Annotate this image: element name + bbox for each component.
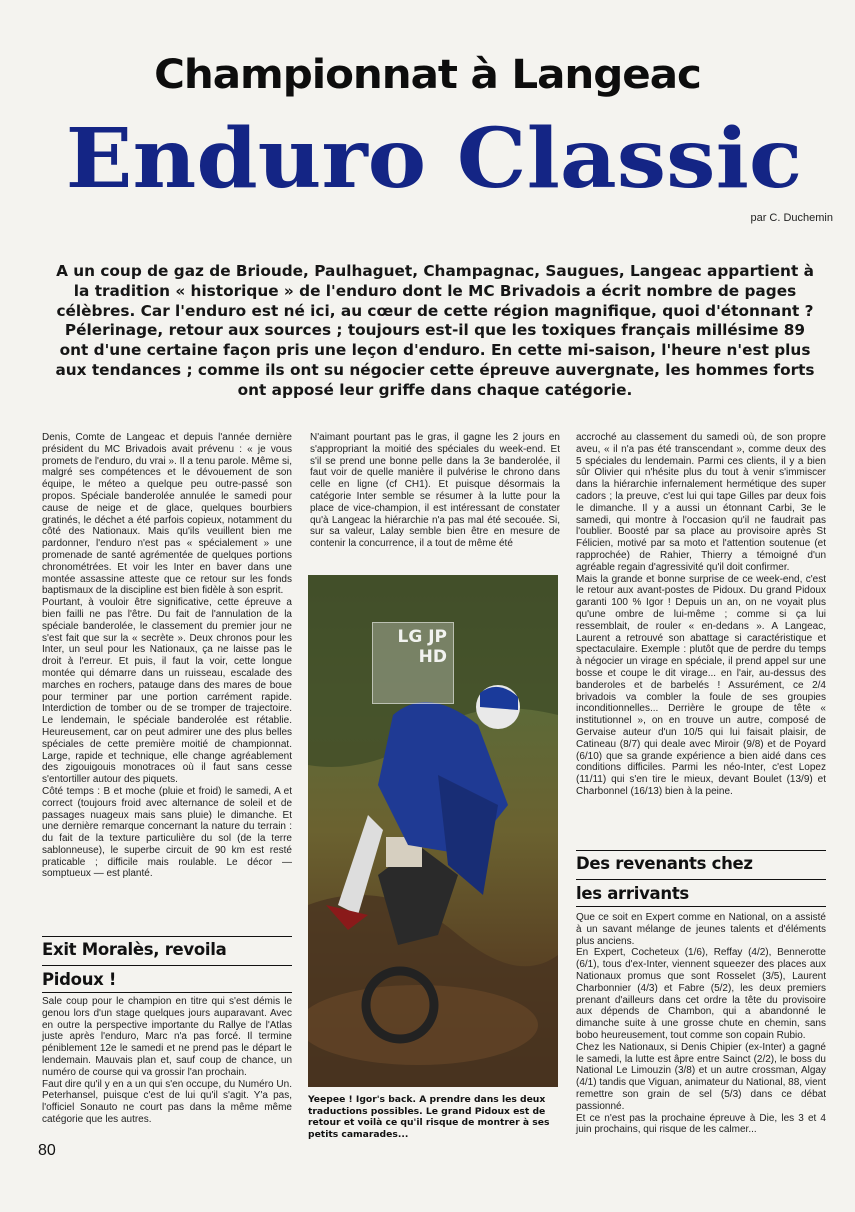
kicker-title: Championnat à Langeac: [154, 52, 701, 98]
lead-paragraph: A un coup de gaz de Brioude, Paulhaguet, Champagnac, Saugues, Langeac appartient à la tradition « historique » de l'enduro dont le MC Brivadois a écrit nombre de pages célèbres. Car l'enduro est né ici, au cœur de cette région magnifique, quoi d'étonnant ? Pélerinage, retour aux sources ; toujours est-il que les toxiques français millésime 89 ont d'une certaine façon pris une leçon d'enduro. En cette mi-saison, l'heure n'est plus aux tendances ; comme ils ont su négocier cette épreuve auvergnate, les hommes forts ont apposé leur griffe dans chaque catégorie.: [55, 262, 815, 399]
paragraph: Côté temps : B et moche (pluie et froid) le samedi, A et correct (toujours froid avec alternance de soleil et de passages nuageux mais sans pluie) le dimanche. Et une dernière remarque concernant la nature du terrain : du fait de la texture particulière du sol (de la terre sablonneuse), le superbe circuit de 90 km est resté praticable ; difficile mais roulable. Le décor — somptueux — est planté.: [42, 785, 292, 880]
column-1-text: [42, 432, 292, 880]
column-2-text: [310, 432, 560, 550]
photo-caption: Yeepee ! Igor's back. A prendre dans les deux traductions possibles. Le grand Pidoux est de retour et voilà ce qu'il risque de montrer à ses petits camarades...: [308, 1094, 550, 1140]
divider: [42, 936, 292, 937]
paragraph: Denis, Comte de Langeac et depuis l'année dernière président du MC Brivadois avait prévenu : « je vous promets de l'enduro, du vrai ». Il a tenu parole. Même si, malgré ses compétences et le dévouement de son équipe, le méteo a quelque peu outre-passé son propos. Spéciale banderolée annulée le samedi pour cause de neige et de glace, quelques bourbiers gratinés, le déchet a été parfois copieux, notamment du côté des Nationaux. Mais qu'ils veuillent bien me pardonner, l'enduro n'est pas « spécialement » une promenade de santé agrémentée de quelques portions chronométrées. Et voir les Inter en baver dans une montée assassine atteste que ce retour sur les fonds baptismaux de la discipline est bien fidèle à son esprit.: [42, 432, 292, 597]
paragraph: Faut dire qu'il y en a un qui s'en occupe, du Numéro Un. Peterhansel, puisque c'est de lui qu'il s'agit. Y'a pas, l'officiel Sonauto ne court pas dans la même même catégorie que les autres.: [42, 1078, 292, 1125]
divider: [576, 906, 826, 907]
paragraph: Pourtant, à vouloir être significative, cette épreuve a bien failli ne pas l'être. Du fait de l'annulation de la spéciale banderolée, le classement du premier jour ne s'est fait que sur la « secrète ». Deux chronos pour les Inter, un seul pour les Nationaux, ça ne laisse pas le droit à l'erreur. Et puis, il faut la voir, cette longue montée qui démarre dans un ruisseau, escalade des marches en rochers, patauge dans des mares de boue pour terminer par une portion carrément rapide. Interdiction de tomber ou de se tromper de trajectoire. Le lendemain, le spéciale banderolée est rétablie. Heureusement, car on peut admirer une des plus belles spéciales de cette première moitié de championnat. Large, rapide et technique, elle change agréablement des zigouigouis monotraces où il faut sans cesse s'entortiller autour des piquets.: [42, 597, 292, 786]
subheading-exit-morales: Exit Moralès, revoila: [42, 940, 227, 959]
column-3-text: [576, 432, 826, 798]
byline: par C. Duchemin: [750, 212, 833, 224]
column-3-continued: [576, 912, 826, 1136]
paragraph: Et ce n'est pas la prochaine épreuve à Die, les 3 et 4 juin prochains, qui risque de les calmer...: [576, 1112, 826, 1136]
watermark-logo: LG JP HD: [372, 622, 454, 704]
paragraph: Que ce soit en Expert comme en National, on a assisté à un savant mélange de jeunes talents et d'éléments plus anciens.: [576, 912, 826, 947]
divider: [576, 850, 826, 851]
page-number: 80: [38, 1142, 56, 1159]
paragraph: Sale coup pour le champion en titre qui s'est démis le genou lors d'un stage quelques jours auparavant. Avec en outre la perspective importante du Rallye de l'Atlas juste après l'enduro, Marc n'a pas forcé. Il termine péniblement 12e le samedi et ne prend pas le départ le lendemain. Mauvais plan et, sauf coup de chance, un numéro de course qui va grossir l'an prochain.: [42, 996, 292, 1078]
paragraph: accroché au classement du samedi où, de son propre aveu, « il n'a pas été transcendant », comme deux des 5 spéciales du lendemain. Parmi ces clients, il y a bien sûr Olivier qui n'hésite plus du tout à venir s'immiscer dans la hiérarchie infernalement hermétique des super cadors ; la preuve, c'est lui qui tape Gilles par deux fois le dimanche. Il y a aussi un étonnant Carbi, 3e le samedi, qui montre à l'occasion qu'il ne faudrait pas l'oublier. Boosté par sa place au provisoire après St Félicien, motivé par sa moto et l'attention soutenue (et rapprochée) de Rahier, Thierry a témoigné d'un agréable regain d'agressivité qu'il doit confirmer.: [576, 432, 826, 573]
divider: [576, 879, 826, 880]
paragraph: Chez les Nationaux, si Denis Chipier (ex-Inter) a gagné le samedi, la lutte est âpre entre Sainct (2/2), le boss du National Le Limouzin (3/8) et un autre crossman, Algay (4/1) tandis que Viguan, animateur du National, 88, vient remettre son grain de sel (5/3) dans ce débat passionné.: [576, 1041, 826, 1112]
subheading-pidoux: Pidoux !: [42, 970, 117, 989]
paragraph: En Expert, Cocheteux (1/6), Reffay (4/2), Bennerotte (6/1), tous d'ex-Inter, viennent squeezer des places aux Nationaux promus que sont Rosselet (3/5), Laurent Charbonnier (4/3) et Fabre (5/2), les deux premiers prenant d'ailleurs dans cet ordre la tête du provisoire aux dépends de Chambon, qui a abandonné le dimanche suite à une grosse chute en chemin, sans bobo heureusement, tout comme son copain Rubio.: [576, 947, 826, 1041]
divider: [42, 992, 292, 993]
headline: Enduro Classic: [65, 111, 803, 207]
column-1-continued: [42, 996, 292, 1126]
subheading-arrivants: les arrivants: [576, 884, 689, 903]
paragraph: N'aimant pourtant pas le gras, il gagne les 2 jours en s'appropriant la moitié des spéciales du week-end. Et s'il se prend une bonne pelle dans la 3e banderolée, il faut voir de quelle manière il pulvérise le chrono dans celle en ligne (cf CH1). Et puisque désormais la catégorie Inter semble se résumer à la lutte pour la place de vice-champion, il est intéressant de constater qu'à Langeac la hiérarchie n'a pas mal été secouée. Si, sur sa valeur, Lalay semble bien être en mesure de contenir la concurrence, il a tout de même été: [310, 432, 560, 550]
divider: [42, 965, 292, 966]
subheading-revenants: Des revenants chez: [576, 854, 753, 873]
paragraph: Mais la grande et bonne surprise de ce week-end, c'est le retour aux avant-postes de Pidoux. Du grand Pidoux garanti 100 % Igor ! Depuis un an, on ne voyait plus qu'une ombre de lui-même ; comme si ça lui ressemblait, de rouler « en-dedans ». A Langeac, Laurent a retrouvé son abattage si caractéristique et spectaculaire. Exemple : plutôt que de perdre du temps à négocier un virage en spéciale, il prend appel sur une bosse et coupe le dit virage... en l'air, au-dessus des banderoles et de barbelés ! Assurément, ce 2/4 brivadois va combler la foule de ses groupies inconditionnelles... Derrière le groupe de tête « institutionnel », on en trouve un autre, composé de Gervaise auteur d'un 10/5 qui lui faisait plaisir, de Catineau (8/7) qui deale avec Miroir (9/8) et de Poyard (6/10) que sa grande expérience a bien aidé dans ces conditions difficiles. Parmi les néo-Inter, c'est Lopez (11/11) qui s'en tire le mieux, devant Boulet (13/9) et Charbonnel (16/13) bien à la peine.: [576, 573, 826, 797]
